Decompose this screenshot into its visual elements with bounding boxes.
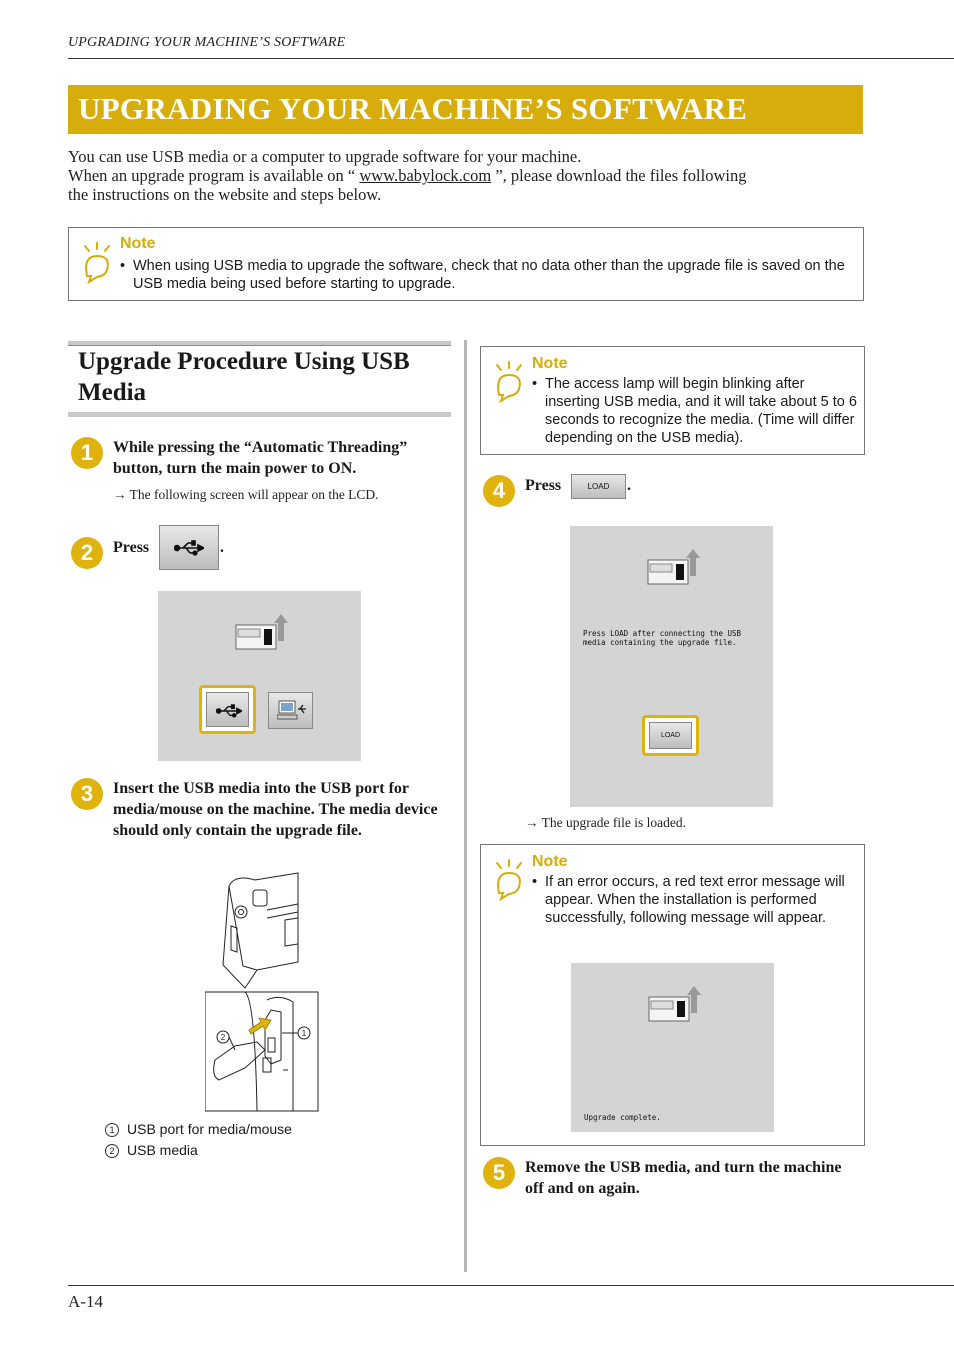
running-head: UPGRADING YOUR MACHINE’S SOFTWARE xyxy=(68,35,346,50)
step-2-press-label: Press xyxy=(113,539,150,556)
intro-line-2 xyxy=(68,166,868,185)
machine-upgrade-icon xyxy=(234,611,290,653)
footer-rule xyxy=(68,1285,954,1286)
note-box-3 xyxy=(480,844,865,1146)
legend-item-1 xyxy=(105,1121,292,1137)
section-title: Upgrade Procedure Using USB Media xyxy=(78,348,410,406)
intro-line-3: the instructions on the website and steps below. xyxy=(68,185,382,204)
lcd-usb-button[interactable] xyxy=(206,692,249,727)
page-title: UPGRADING YOUR MACHINE’S SOFTWARE xyxy=(78,91,748,126)
note-2-bullet: • xyxy=(532,376,538,392)
step-4-number: 4 xyxy=(483,475,515,507)
legend-1-number: 1 xyxy=(105,1123,119,1137)
step-5-text: Remove the USB media, and turn the machine off and on again. xyxy=(525,1159,842,1197)
note-1-text: When using USB media to upgrade the software, check that no data other than the upgrade file is saved on the USB media being used before starting to upgrade. xyxy=(133,258,845,292)
step-1-text: While pressing the “Automatic Threading” button, turn the main power to ON. xyxy=(113,439,408,477)
lcd-screen-select-media xyxy=(158,591,361,761)
usb-icon xyxy=(174,540,204,556)
note-3-body xyxy=(532,873,857,927)
header-rule xyxy=(68,58,954,59)
usb-icon xyxy=(216,704,242,718)
note-3-bullet: • xyxy=(532,874,538,890)
step-4-period: . xyxy=(627,477,631,494)
machine-upgrade-icon xyxy=(646,546,702,588)
note-box-1 xyxy=(68,227,864,301)
computer-usb-icon xyxy=(277,699,307,723)
intro-line-1: You can use USB media or a computer to upgrade software for your machine. xyxy=(68,147,582,166)
lcd-screen-load xyxy=(570,526,773,807)
lightbulb-icon xyxy=(81,242,113,284)
lcd-load-button-highlight[interactable] xyxy=(642,715,699,756)
intro-paragraph xyxy=(68,147,868,204)
usb-insertion-illustration xyxy=(205,870,320,1115)
page-number: A-14 xyxy=(68,1292,103,1311)
note-box-2 xyxy=(480,346,865,455)
figure-callout-2: 2 xyxy=(220,1033,226,1042)
note-1-title: Note xyxy=(120,235,156,252)
note-1-body xyxy=(120,257,845,293)
lightbulb-icon xyxy=(493,859,525,901)
machine-upgrade-icon xyxy=(647,983,703,1025)
intro-line-2-pre: When an upgrade program is available on “ xyxy=(68,166,360,185)
babylock-link[interactable]: www.babylock.com xyxy=(359,166,492,185)
lcd-complete-message: Upgrade complete. xyxy=(584,1113,661,1122)
legend-1-text: USB port for media/mouse xyxy=(127,1121,292,1137)
step-2-number: 2 xyxy=(71,537,103,569)
column-divider xyxy=(464,340,467,1272)
legend-2-number: 2 xyxy=(105,1144,119,1158)
lightbulb-icon xyxy=(493,361,525,403)
intro-line-2-post: ”, please download the files following xyxy=(491,166,747,185)
section-rule-bottom xyxy=(68,412,451,417)
step-3-number: 3 xyxy=(71,778,103,810)
note-3-text: If an error occurs, a red text error message will appear. When the installation is performed successfully, following message will appear. xyxy=(545,874,845,926)
step-1-result: → The following screen will appear on the LCD. xyxy=(113,487,379,502)
step-5-number: 5 xyxy=(483,1157,515,1189)
legend-2-text: USB media xyxy=(127,1142,198,1158)
step-2-period: . xyxy=(220,539,224,556)
lcd-load-message: Press LOAD after connecting the USB media containing the upgrade file. xyxy=(583,629,742,647)
lcd-load-button[interactable]: LOAD xyxy=(649,722,692,749)
note-2-body xyxy=(532,375,857,447)
note-3-title: Note xyxy=(532,853,568,870)
note-2-title: Note xyxy=(532,355,568,372)
lcd-screen-complete xyxy=(571,963,774,1132)
note-2-text: The access lamp will begin blinking after inserting USB media, and it will take about 5 to 6 seconds to recognize the media. (Time will differ depending on the USB media). xyxy=(545,376,857,446)
load-button[interactable]: LOAD xyxy=(571,474,626,499)
step-3-text: Insert the USB media into the USB port for media/mouse on the machine. The media device should only contain the upgrade file. xyxy=(113,780,438,839)
legend-item-2 xyxy=(105,1142,198,1158)
step-1-number: 1 xyxy=(71,437,103,469)
step-4-press-label: Press xyxy=(525,477,562,494)
lcd-usb-button-highlight[interactable] xyxy=(199,685,256,734)
figure-callout-1: 1 xyxy=(301,1029,307,1038)
usb-button[interactable] xyxy=(159,525,219,570)
note-1-bullet: • xyxy=(120,258,126,274)
lcd-computer-button[interactable] xyxy=(268,692,313,729)
step-4-result: → The upgrade file is loaded. xyxy=(525,815,686,830)
